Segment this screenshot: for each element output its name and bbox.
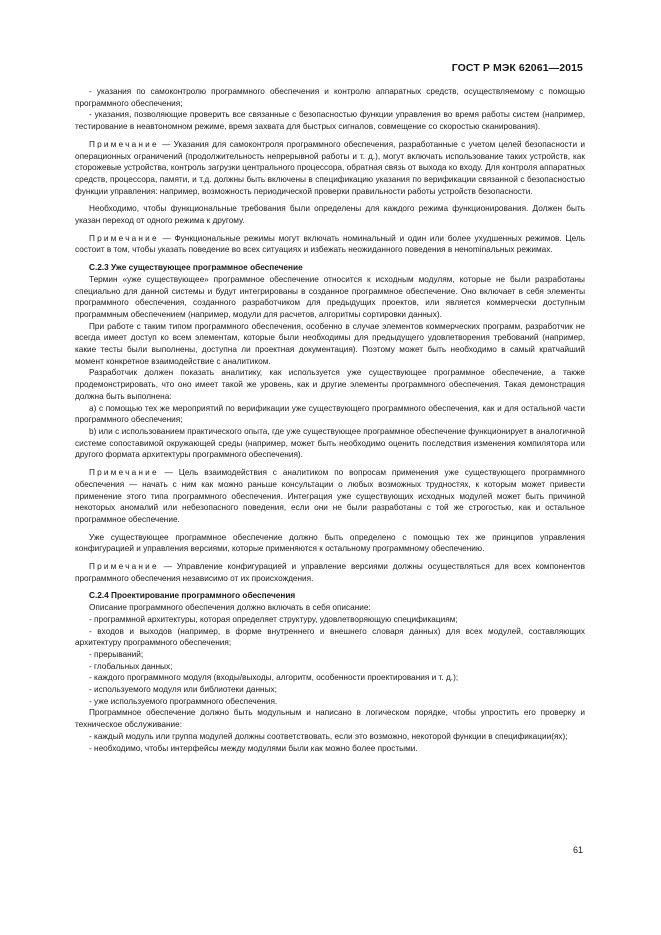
note-text: — Цель взаимодействия с аналитиком по вопросам применения уже существующего программного обеспечения — начать с ним как можно раньше консультации о любых возможных трудностях, к которым может привести применение этого типа программного обеспечения. Интеграция уже существующих исходных модулей может быть причиной некоторых аномалий или небезопасного поведения, если они не были разработаны с той же строгостью, как и остальное программное обеспечение. [75, 468, 585, 524]
note-paragraph [75, 139, 585, 198]
paragraph: Описание программного обеспечения должно включать в себя описание: [89, 603, 371, 613]
document-header: ГОСТ Р МЭК 62061—2015 [451, 62, 583, 74]
list-item: - прерываний; [89, 649, 144, 659]
paragraph: Термин «уже существующее» программное обеспечение относится к исходным модулям, которые не были разработаны специально для данной системы и будут интегрированы в созданное программное обеспечение. Оно включает в себя элементы программного обеспечения, созданного разработчиком для предыдущих проектов, или является коммерчески доступным программным обеспечением (например, модули для расчетов, алгоритмы сортировки данных). [75, 274, 585, 319]
list-item: - используемого модуля или библиотеки данных; [89, 685, 277, 695]
paragraph: Необходимо, чтобы функциональные требования были определены для каждого режима функционирования. Должен быть указан переход от одного режима к другому. [75, 204, 585, 226]
note-text: — Указания для самоконтроля программного обеспечения, разработанные с учетом целей безопасности и операционных ограничений (продолжительность непрерывной работы и т. д.), могут включать использование таких устройств, как сторожевые устройства, контроль загрузки центрального процессора, обратная связь от выхода ко входу. Для контроля аппаратных средств, процессора, памяти, и т.д. должны быть включены в спецификацию указания по верификации связанной с безопасностью функции управления: например, возможность периодической проверки правильности работы устройств безопасности. [75, 139, 585, 196]
list-item: - уже используемого программного обеспечения. [89, 696, 278, 706]
list-item: - указания по самоконтролю программного обеспечения и контролю аппаратных средств, осуществляемому с помощью программного обеспечения; [75, 87, 585, 108]
list-item: а) с помощью тех же мероприятий по верификации уже существующего программного обеспечения, как и для остальной части программного обеспечения; [75, 403, 585, 425]
note-label: Примечание [89, 233, 159, 243]
note-paragraph [75, 467, 585, 526]
section-heading: С.2.4 Проектирование программного обеспечения [89, 591, 296, 601]
page-body [75, 86, 585, 754]
note-text: — Функциональные режимы могут включать номинальный и один или более ухудшенных режимов. Цель состоит в том, чтобы указать поведение во всех ситуациях и избежать неожиданного поведения в ненominальных режимах. [75, 233, 585, 255]
note-label: Примечание [89, 562, 159, 572]
paragraph: Программное обеспечение должно быть модульным и написано в логическом порядке, чтобы упростить его проверку и техническое обслуживание: [75, 708, 585, 730]
list-item: b) или с использованием практического опыта, где уже существующее программное обеспечение функционирует в аналогичной системе сопоставимой окружающей среды (например, может быть необходимо оценить последствия изменения компилятора или другого формата архитектуры программного обеспечения). [75, 426, 585, 460]
note-text: — Управление конфигурацией и управление версиями должны осуществляться для всех компонентов программного обеспечения независимо от их происхождения. [75, 562, 585, 583]
note-paragraph [75, 561, 585, 584]
list-item: - входов и выходов (например, в форме внутреннего и внешнего словаря данных) для всех модулей, составляющих архитектуру программного обеспечения; [75, 626, 585, 648]
page-number: 61 [572, 845, 583, 855]
paragraph: При работе с таким типом программного обеспечения, особенно в случае элементов коммерческих программ, разработчик не всегда имеет доступ ко всем элементам, которые были необходимы для предыдущего удовлетворения требований (например, какие тесты были выполнены, доступна ли проектная документация). Поэтому может быть необходимо в самый кратчайший момент конкретное взаимодействие с аналитиком. [75, 321, 585, 366]
list-item: - глобальных данных; [89, 661, 173, 671]
section-heading: С.2.3 Уже существующее программное обеспечение [89, 263, 303, 273]
list-item: - каждый модуль или группа модулей должны соответствовать, если это возможно, некоторой функции в спецификации(ях); [89, 731, 568, 741]
list-item: - указания, позволяющие проверить все связанные с безопасностью функции управления во время работы систем (например, тестирование в неавтономном режиме, время захвата для быстрых сигналов, совмещение со скоростью сканирования). [75, 110, 585, 132]
note-label: Примечание [89, 468, 159, 478]
paragraph: Разработчик должен показать аналитику, как используется уже существующее программное обеспечение, а также продемонстрировать, что оно имеет такой же уровень, как и другие элементы программного обеспечения. Такая демонстрация должна быть выполнена: [75, 368, 585, 401]
list-item: - программной архитектуры, которая определяет структуру, удовлетворяющую спецификациям; [89, 614, 458, 624]
note-label: Примечание [89, 139, 159, 149]
note-paragraph [75, 233, 585, 256]
paragraph: Уже существующее программное обеспечение должно быть определено с помощью тех же принципов управления конфигурацией и управления версиями, которые применяются к остальному программному обеспечению. [75, 532, 585, 554]
list-item: - необходимо, чтобы интерфейсы между модулями были как можно более простыми. [89, 743, 418, 753]
list-item: - каждого программного модуля (входы/выходы, алгоритм, особенности проектирования и т. д.); [89, 673, 459, 683]
